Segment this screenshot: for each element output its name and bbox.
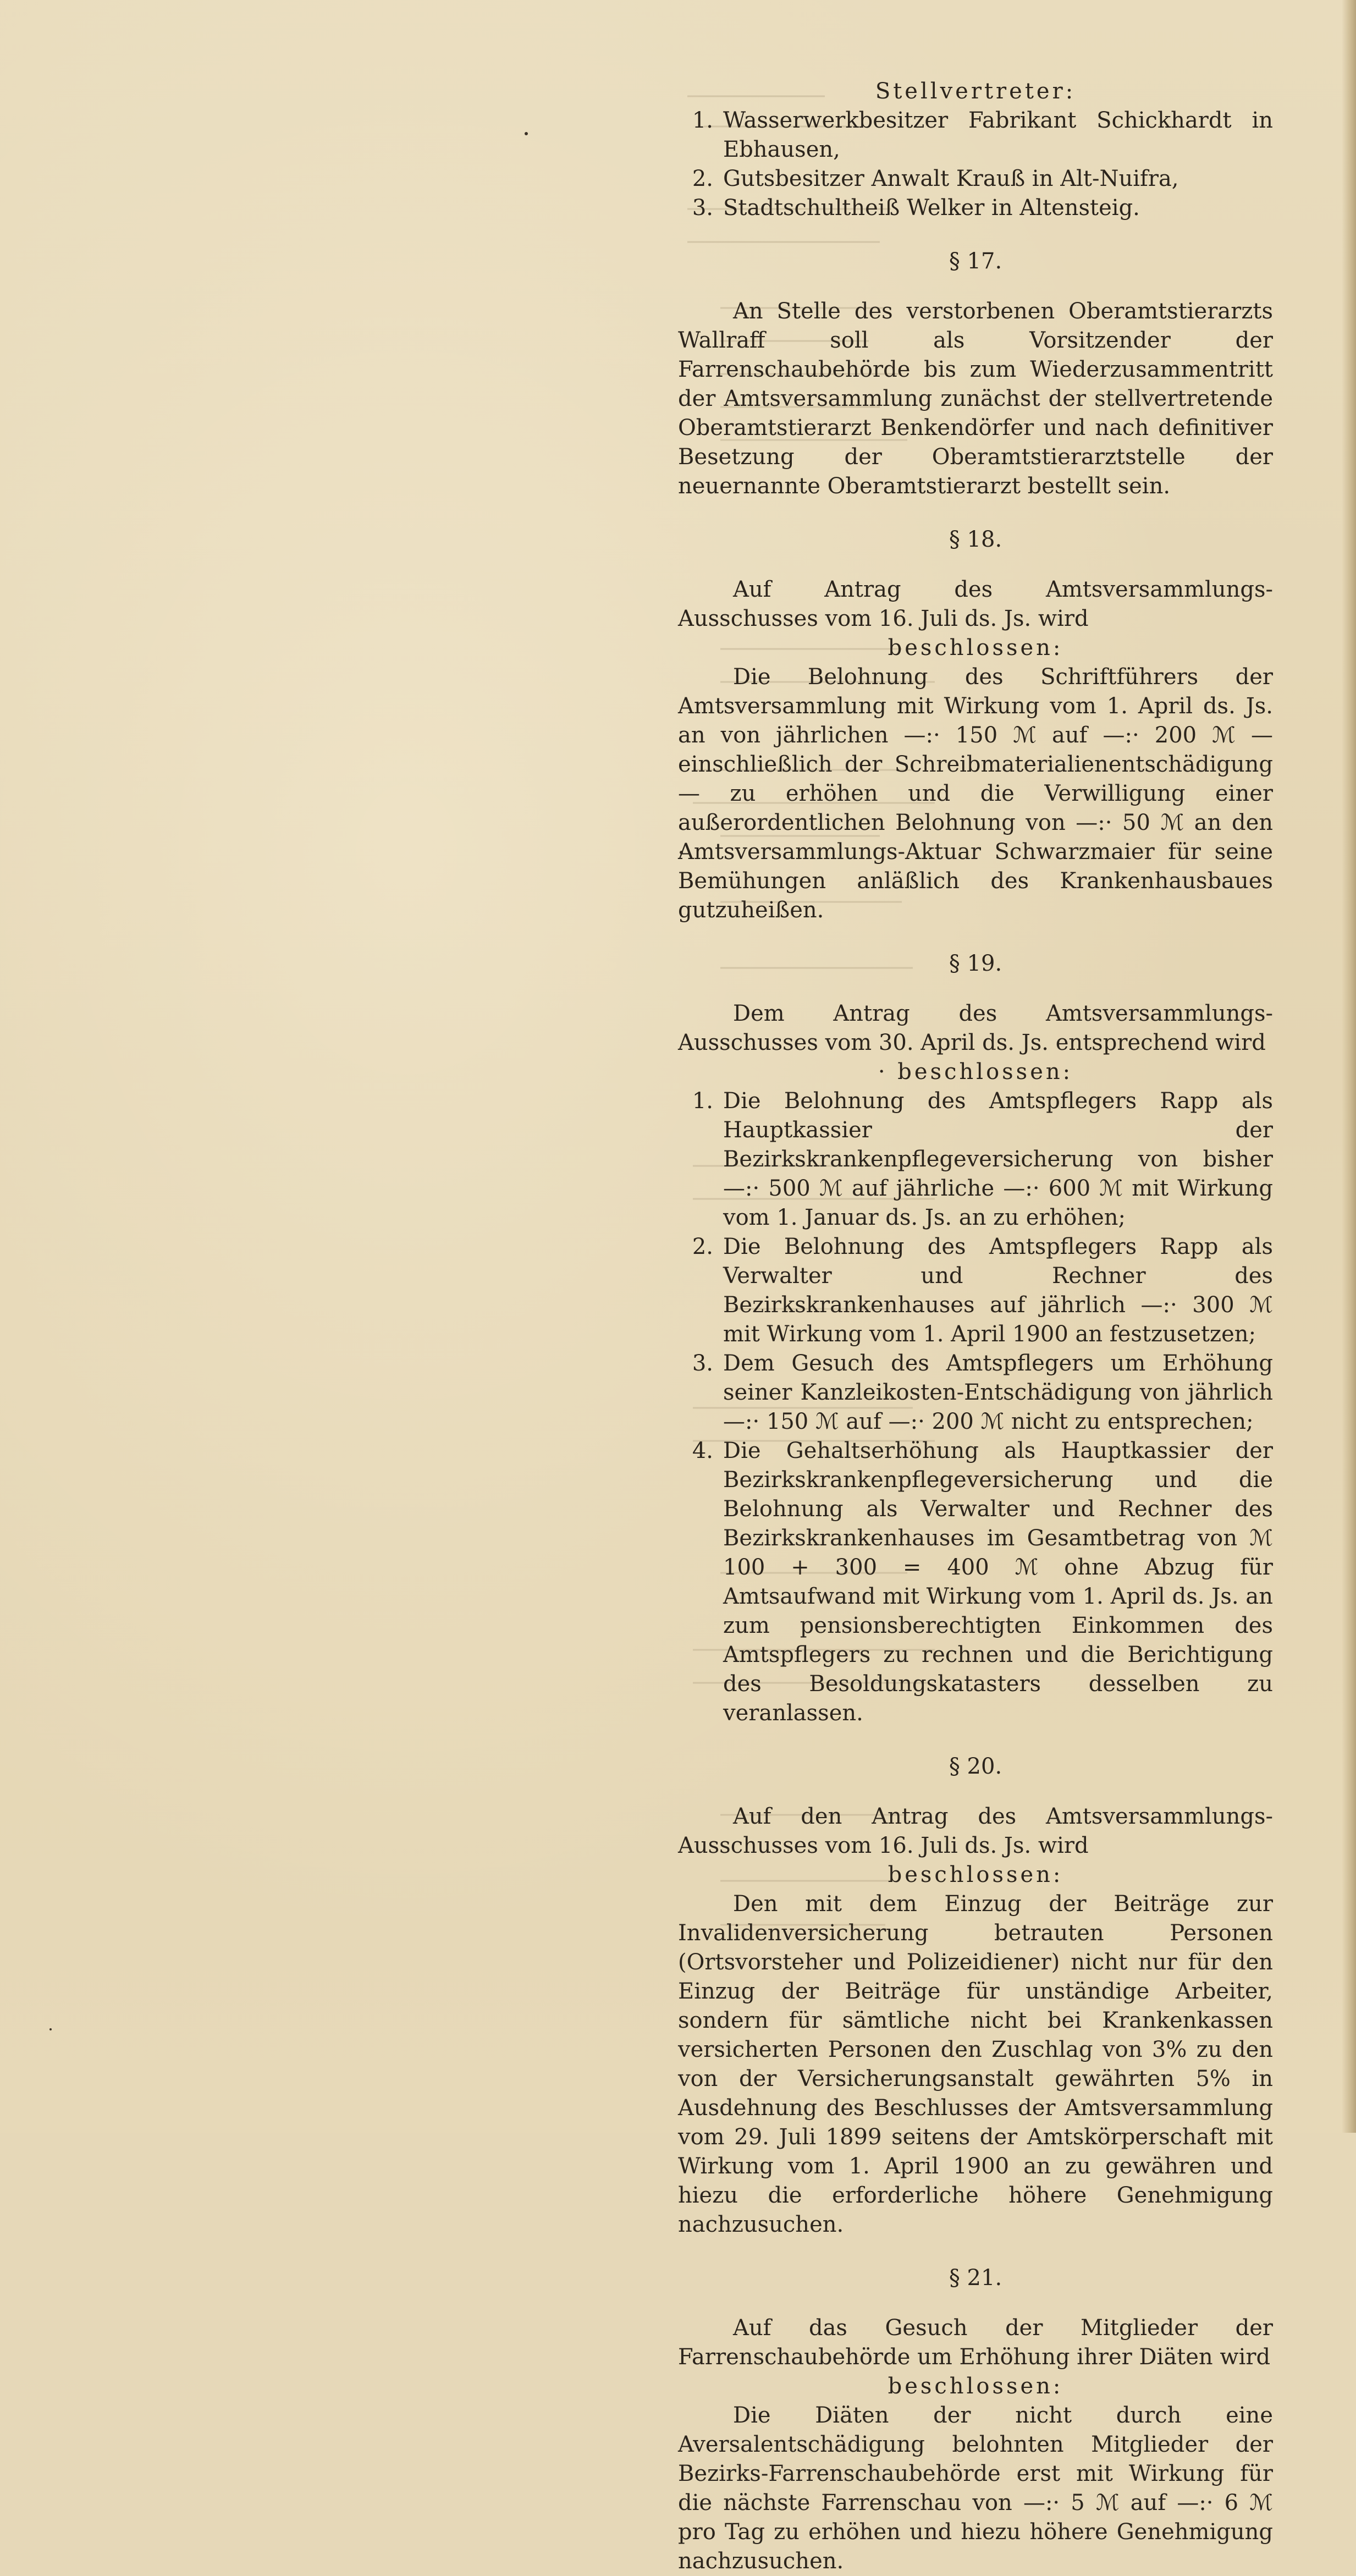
list-item: 1. Die Belohnung des Amtspflegers Rapp als Hauptkassier der Bezirkskrankenpflegeversicherung von bisher —:· 500 ℳ auf jährliche —:· 600 ℳ mit Wirkung vom 1. Januar ds. Js. an zu erhöhen; xyxy=(692,1088,1273,1230)
section-18-text: Die Belohnung des Schriftführers der Amtsversammlung mit Wirkung vom 1. April ds. Js. an von jährlichen —:· 150 ℳ auf —:· 200 ℳ — einschließlich der Schreibmaterialienentschädigung — zu erhöhen und die Verwilligung einer außerordentlichen Belohnung von —:· 50 ℳ an den Amtsversammlungs-Aktuar Schwarzmaier für seine Bemühungen anläßlich des Krankenhausbaues gutzuheißen. xyxy=(678,664,1273,923)
section-20-intro: Auf den Antrag des Amtsversammlungs-Ausschusses vom 16. Juli ds. Js. wird xyxy=(678,1804,1273,1858)
section-19-list xyxy=(678,1087,1273,1728)
deputies-list xyxy=(678,106,1273,223)
section-21-intro: Auf das Gesuch der Mitglieder der Farrenschaubehörde um Erhöhung ihrer Diäten wird xyxy=(678,2315,1273,2370)
speck xyxy=(525,132,528,135)
page-right-edge xyxy=(1342,0,1356,2133)
list-item: 3. Stadtschultheiß Welker in Altensteig. xyxy=(692,195,1140,221)
section-17-mark: § 17. xyxy=(949,249,1002,274)
section-19-resolved: · beschlossen: xyxy=(878,1059,1073,1085)
section-21-resolved: beschlossen: xyxy=(888,2374,1063,2399)
speck xyxy=(49,2028,52,2030)
list-item: 2. Die Belohnung des Amtspflegers Rapp als Verwalter und Rechner des Bezirkskrankenhauses auf jährlich —:· 300 ℳ mit Wirkung vom 1. April 1900 an festzusetzen; xyxy=(692,1234,1273,1347)
list-item: 3. Dem Gesuch des Amtspflegers um Erhöhung seiner Kanzleikosten-Entschädigung von jährlich —:· 150 ℳ auf —:· 200 ℳ nicht zu entsprechen; xyxy=(692,1351,1273,1434)
section-20-resolved: beschlossen: xyxy=(888,1862,1063,1887)
section-20-text: Den mit dem Einzug der Beiträge zur Invalidenversicherung betrauten Personen (Ortsvorsteher und Polizeidiener) nicht nur für den Einzug der Beiträge für unständige Arbeiter, sondern für sämtliche nicht bei Krankenkassen versicherten Personen den Zuschlag von 3% zu den von der Versicherungsanstalt gewährten 5% in Ausdehnung des Beschlusses der Amtsversammlung vom 29. Juli 1899 seitens der Amtskörperschaft mit Wirkung vom 1. April 1900 an zu gewähren und hiezu die erforderliche höhere Genehmigung nachzusuchen. xyxy=(678,1891,1273,2237)
section-20-mark: § 20. xyxy=(949,1754,1002,1779)
section-17-text: An Stelle des verstorbenen Oberamtstierarzts Wallraff soll als Vorsitzender der Farrenschaubehörde bis zum Wiederzusammentritt der Amtsversammlung zunächst der stellvertretende Oberamtstierarzt Benkendörfer und nach definitiver Besetzung der Oberamtstierarztstelle der neuernannte Oberamtstierarzt bestellt sein. xyxy=(678,299,1273,499)
section-19-mark: § 19. xyxy=(949,951,1002,976)
list-item: 2. Gutsbesitzer Anwalt Krauß in Alt-Nuifra, xyxy=(692,166,1179,191)
section-21-mark: § 21. xyxy=(949,2265,1002,2291)
section-19-intro: Dem Antrag des Amtsversammlungs-Ausschusses vom 30. April ds. Js. entsprechend wird xyxy=(678,1001,1273,1055)
list-item: 1. Wasserwerkbesitzer Fabrikant Schickhardt in Ebhausen, xyxy=(692,108,1273,162)
section-18-resolved: beschlossen: xyxy=(888,635,1063,660)
deputies-heading: Stellvertreter: xyxy=(875,79,1076,104)
section-18-intro: Auf Antrag des Amtsversammlungs-Ausschusses vom 16. Juli ds. Js. wird xyxy=(678,577,1273,631)
list-item: 4. Die Gehaltserhöhung als Hauptkassier der Bezirkskrankenpflegeversicherung und die Belohnung als Verwalter und Rechner des Bezirkskrankenhauses im Gesamtbetrag von ℳ 100 + 300 = 400 ℳ ohne Abzug für Amtsaufwand mit Wirkung vom 1. April ds. Js. an zum pensionsberechtigten Einkommen des Amtspflegers zu rechnen und die Berichtigung des Besoldungskatasters desselben zu veranlassen. xyxy=(692,1438,1273,1726)
text-column xyxy=(678,77,1273,2576)
section-21-text: Die Diäten der nicht durch eine Aversalentschädigung belohnten Mitglieder der Bezirks-Farrenschaubehörde erst mit Wirkung für die nächste Farrenschau von —:· 5 ℳ auf —:· 6 ℳ pro Tag zu erhöhen und hiezu höhere Genehmigung nachzusuchen. xyxy=(678,2403,1273,2574)
section-18-mark: § 18. xyxy=(949,527,1002,552)
